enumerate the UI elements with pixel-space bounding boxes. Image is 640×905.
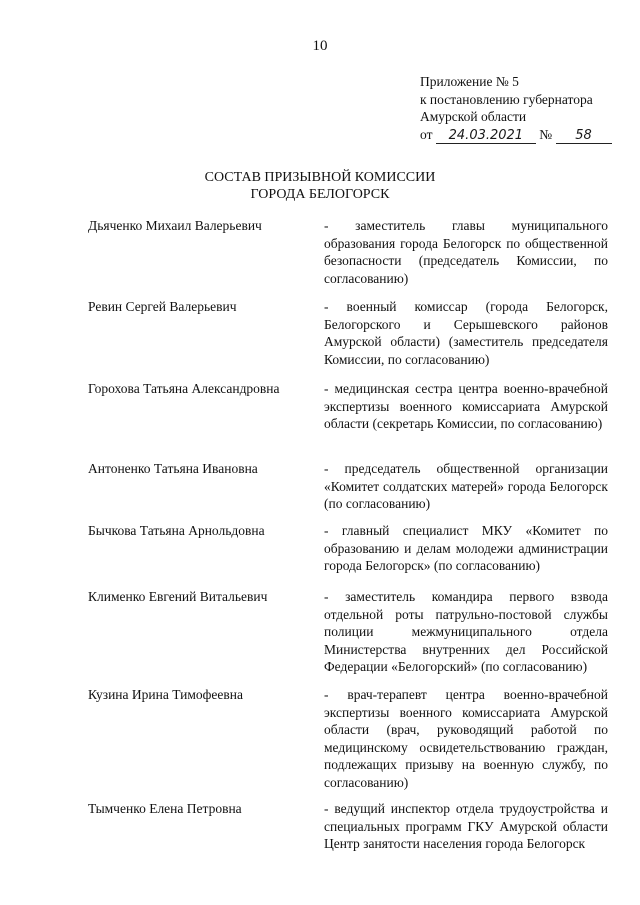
member-name: Кузина Ирина Тимофеевна <box>88 687 243 702</box>
member-name: Бычкова Татьяна Арнольдовна <box>88 523 265 538</box>
appendix-title: Приложение № 5 <box>420 74 519 89</box>
member-role: - медицинская сестра центра военно-врачебной экспертизы военного комиссариата Амурской области (секретарь Комиссии, по согласованию) <box>324 381 608 431</box>
member-name: Дьяченко Михаил Валерьевич <box>88 218 262 233</box>
member-name: Ревин Сергей Валерьевич <box>88 299 237 314</box>
appendix-date-line <box>420 126 612 144</box>
member-name: Тымченко Елена Петровна <box>88 801 242 816</box>
member-name: Клименко Евгений Витальевич <box>88 589 268 604</box>
title-line-1: СОСТАВ ПРИЗЫВНОЙ КОМИССИИ <box>204 170 436 185</box>
document-title <box>0 169 640 203</box>
number-prefix: № <box>539 126 553 142</box>
appendix-block <box>420 73 612 144</box>
member-role: - председатель общественной организации «Комитет солдатских матерей» города Белогорск (по согласованию) <box>324 461 608 511</box>
handwritten-date: 24.03.2021 <box>436 128 536 144</box>
member-name: Горохова Татьяна Александровна <box>88 381 280 396</box>
member-role: - ведущий инспектор отдела трудоустройства и специальных программ ГКУ Амурской области Центр занятости населения города Белогорск <box>324 801 608 851</box>
member-role: - военный комиссар (города Белогорск, Белогорского и Серышевского районов Амурской области) (заместитель председателя Комиссии, по согласованию) <box>324 299 608 367</box>
member-name: Антоненко Татьяна Ивановна <box>88 461 258 476</box>
member-role: - заместитель главы муниципального образования города Белогорск по общественной безопасности (председатель Комиссии, по согласованию) <box>324 218 608 286</box>
member-role: - главный специалист МКУ «Комитет по образованию и делам молодежи администрации города Белогорск» (по согласованию) <box>324 523 608 573</box>
page-number: 10 <box>312 38 328 54</box>
date-prefix: от <box>420 126 433 142</box>
appendix-reference: к постановлению губернатора <box>420 91 593 107</box>
member-role: - заместитель командира первого взвода отдельной роты патрульно-постовой службы полиции межмуниципального отдела Министерства внутренних дел Российской Федерации «Белогорский» (по согласованию) <box>324 589 608 674</box>
handwritten-number: 58 <box>556 128 612 144</box>
appendix-region: Амурской области <box>420 109 527 124</box>
member-role: - врач-терапевт центра военно-врачебной экспертизы военного комиссариата Амурской области (врач, руководящий работой по медицинскому освидетельствованию граждан, подлежащих призыву на военную службу, по согласованию) <box>324 687 608 790</box>
title-line-2: ГОРОДА БЕЛОГОРСК <box>250 187 390 202</box>
